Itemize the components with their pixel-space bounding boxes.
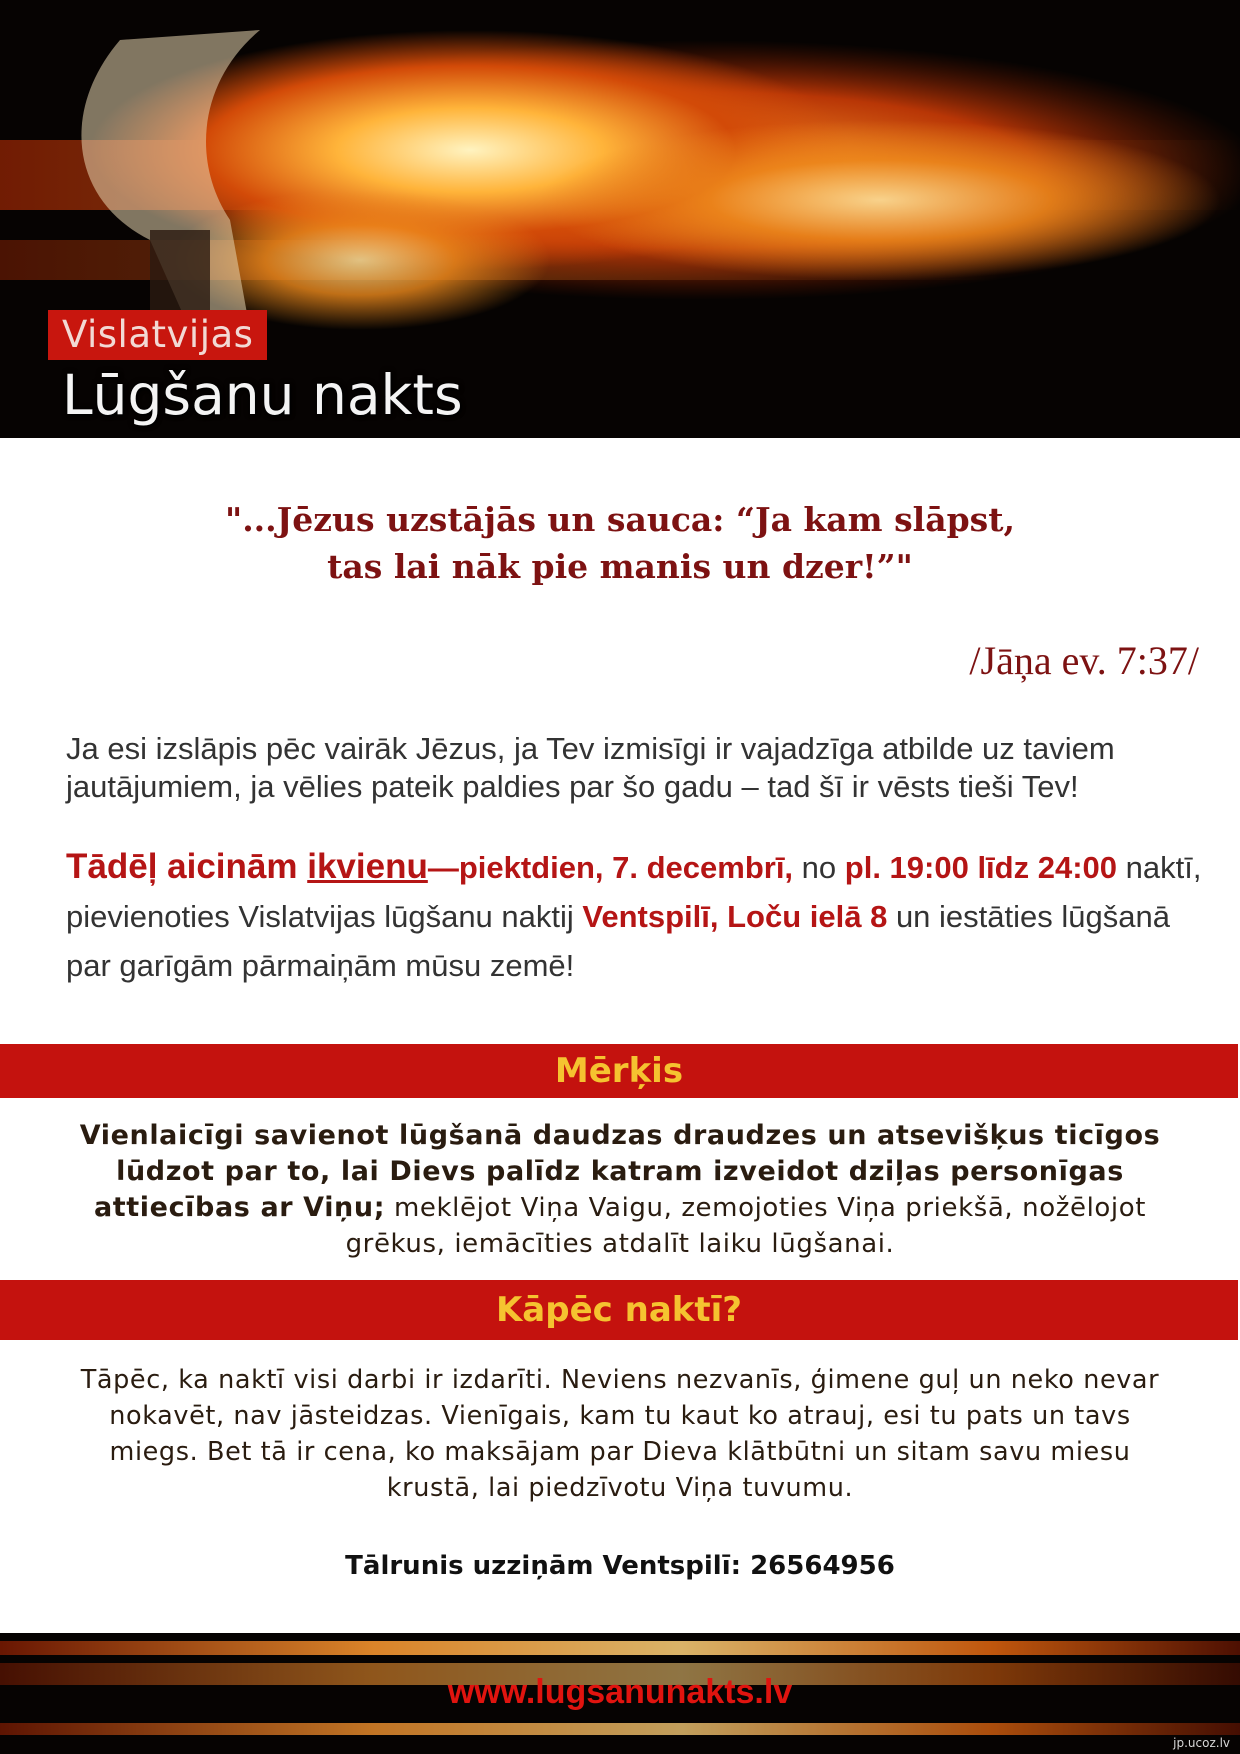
invitation-paragraph <box>66 842 1206 990</box>
footer-banner <box>0 1633 1240 1754</box>
goal-bold-text: Vienlaicīgi savienot lūgšanā daudzas draudzes un atsevišķus ticīgos lūdzot par to, lai Dievs palīdz katram izveidot dziļas personīgas attiecības ar Viņu; <box>79 1120 1161 1223</box>
banner-badge: Vislatvijas <box>48 310 267 360</box>
invite-end: un iestāties lūgšanā par garīgām pārmaiņām mūsu zemē! <box>66 899 1170 983</box>
goal-heading: Mērķis <box>554 1051 684 1091</box>
phone-info: Tālrunis uzziņām Ventspilī: 26564956 <box>345 1551 895 1581</box>
invite-middle: naktī, pievienoties Vislatvijas lūgšanu naktij <box>66 850 1202 934</box>
why-heading: Kāpēc naktī? <box>495 1290 743 1330</box>
goal-plain-text: meklējot Viņa Vaigu, zemojoties Viņa priekšā, nožēlojot grēkus, iemācīties atdalīt laiku lūgšanai. <box>345 1193 1147 1259</box>
why-paragraph: Tāpēc, ka naktī visi darbi ir izdarīti. Neviens nezvanīs, ģimene guļ un neko nevar nokavēt, nav jāsteidzas. Vienīgais, kam tu kaut ko atrauj, esi tu pats un tavs miegs. Bet tā ir cena, ko maksājam par Dieva klātbūtni un sitam savu miesu krustā, lai piedzīvotu Viņa tuvumu. <box>80 1365 1160 1503</box>
quote-line-1: "...Jēzus uzstājās un sauca: “Ja kam slāpst, <box>225 500 1015 539</box>
goal-heading-bar <box>0 1044 1238 1098</box>
invite-everyone: ikvienu <box>307 847 428 886</box>
why-heading-bar <box>0 1280 1238 1340</box>
watermark-credit: jp.ucoz.lv <box>1173 1736 1230 1750</box>
invite-location: Ventspilī, Loču ielā 8 <box>582 899 888 934</box>
bible-quote <box>120 496 1120 590</box>
goal-paragraph <box>70 1118 1170 1262</box>
quote-line-2: tas lai nāk pie manis un dzer!”" <box>327 547 913 586</box>
invite-from: no <box>793 850 845 885</box>
banner-title: Lūgšanu nakts <box>62 363 463 427</box>
invite-time: pl. 19:00 līdz 24:00 <box>844 850 1117 885</box>
intro-paragraph: Ja esi izslāpis pēc vairāk Jēzus, ja Tev izmisīgi ir vajadzīga atbilde uz taviem jautājumiem, ja vēlies pateik paldies par šo gadu – tad šī ir vēsts tieši Tev! <box>66 731 1115 804</box>
header-banner <box>0 0 1240 438</box>
quote-reference: /Jāņa ev. 7:37/ <box>969 638 1199 683</box>
invite-date: —piektdien, 7. decembrī, <box>427 850 794 885</box>
invite-lead: Tādēļ aicinām <box>66 847 308 886</box>
website-link[interactable]: www.lugsanunakts.lv <box>447 1673 793 1711</box>
